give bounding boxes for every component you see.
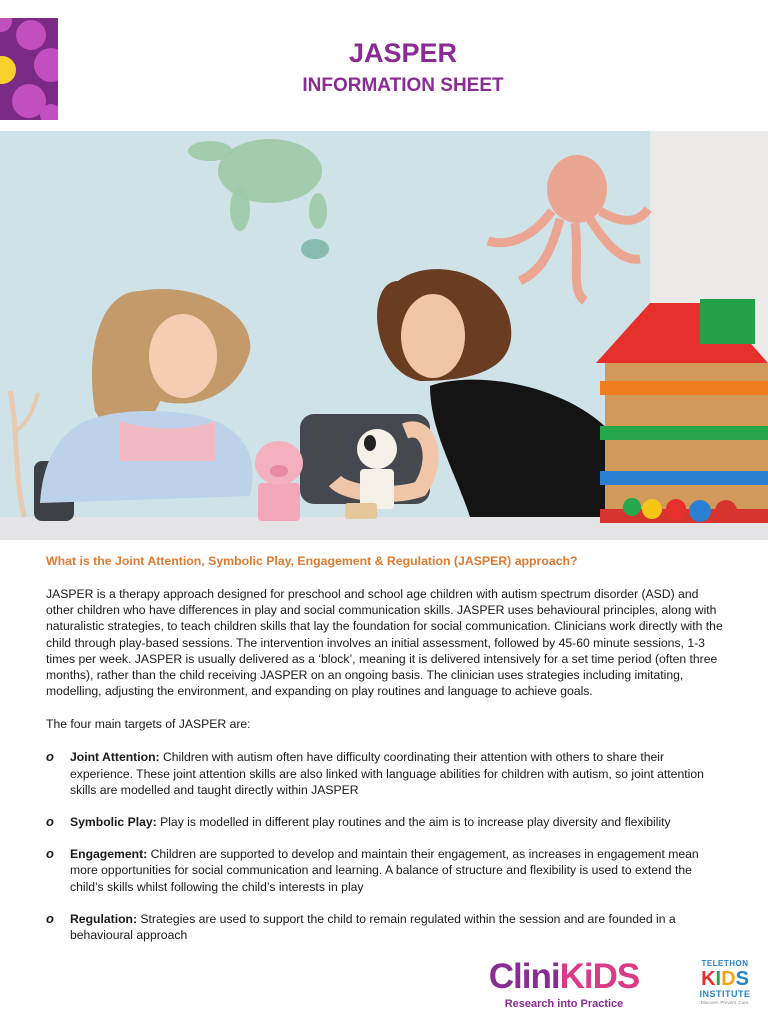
target-term: Joint Attention: [70,750,160,765]
telethon-tagline: Discover. Prevent. Cure. [700,1000,750,1005]
target-term: Symbolic Play: [70,815,157,830]
bullet-icon: o [46,910,54,926]
description-paragraph: JASPER is a therapy approach designed for preschool and school age children with autism spectrum disorder (ASD) and other children who have differences in play and social communication skills. JASPER uses behavioural principles, along with naturalistic strategies, to teach children skills that lay the foundation for social communication. Clinicians work directly with the child through play-based sessions. The intervention involves an initial assessment, followed by 45-60 minute sessions, 1-3 times per week. JASPER is usually delivered as a ‘block’, meaning it is delivered intensively for a set time period (often three months), rather than the child receiving JASPER on an ongoing basis. The clinician uses strategies including imitating, modelling, adjusting the environment, and expanding on play routines and language to achieve goals. [46,587,723,699]
target-text: Children are supported to develop and maintain their engagement, as increases in engagement mean more opportunities for social communication and learning. A balance of structure and flexibility is used to extend the child’s skills whilst following the child’s interests in play [70,847,699,894]
target-text: Children with autism often have difficulty coordinating their attention with others to share their experience. These joint attention skills are also linked with language abilities for children with autism, so joint attention skills are modelled and taught directly within JASPER [70,750,704,797]
page-title: JASPER [348,38,458,68]
target-term: Regulation: [70,911,138,926]
main-content [46,553,726,959]
institute-word: INSTITUTE [699,989,751,999]
bullet-icon: o [46,846,54,862]
target-term: Engagement: [70,847,148,862]
clinikids-wordmark: CliniKiDS [488,957,640,996]
telethon-kids-logo [692,960,758,1006]
clinikids-tagline: Research into Practice [504,998,624,1010]
document-header [0,38,768,98]
target-text: Strategies are used to support the child to remain regulated within the session and are founded in a behavioural approach [70,911,676,943]
telethon-word: TELETHON [701,959,749,968]
kids-word: KIDS [701,968,749,990]
list-item [46,911,726,943]
bullet-icon: o [46,814,54,830]
page-subtitle: INFORMATION SHEET [302,75,504,96]
bullet-icon: o [46,749,54,765]
list-item [46,749,726,798]
hero-photo [0,131,768,540]
list-item [46,814,726,830]
section-question: What is the Joint Attention, Symbolic Play, Engagement & Regulation (JASPER) approach? [46,554,578,568]
targets-intro: The four main targets of JASPER are: [46,717,251,732]
list-item [46,846,726,895]
clinikids-logo [475,958,653,1011]
targets-list [46,749,726,943]
target-text: Play is modelled in different play routines and the aim is to increase play diversity and flexibility [156,815,671,830]
